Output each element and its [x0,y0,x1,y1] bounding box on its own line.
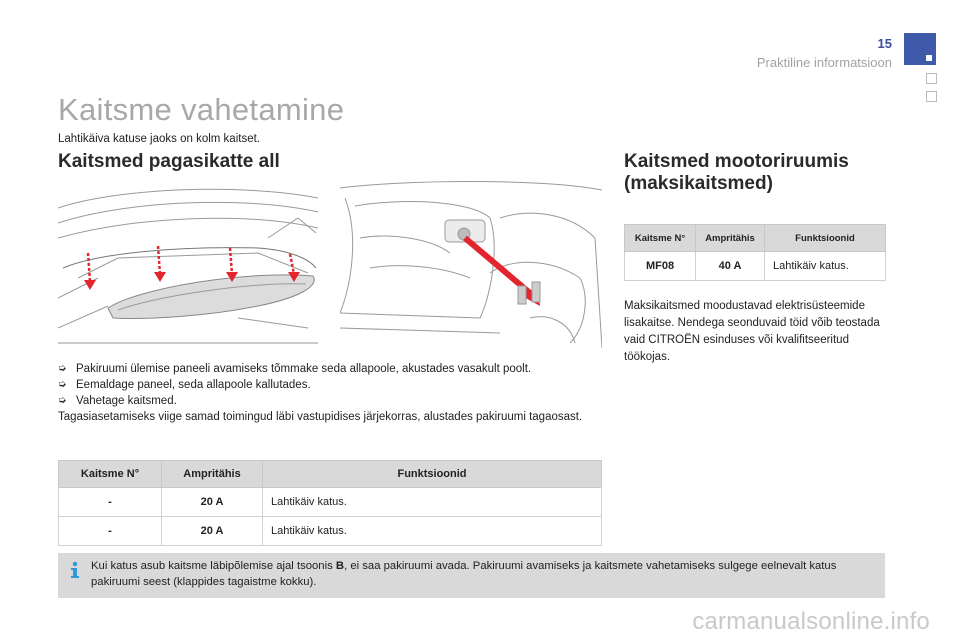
tab-marker-icon [926,55,932,61]
section-heading-left: Kaitsmed pagasikatte all [58,151,280,172]
table-row: - 20 A Lahtikäiv katus. [59,517,602,546]
arrow-bullet-icon: ➭ [58,363,67,374]
section-title: Praktiline informatsioon [756,55,892,70]
watermark: carmanualsonline.info [692,608,930,635]
step-item: ➭ Vahetage kaitsmed. [58,395,177,407]
trunk-illustration [58,178,318,350]
intro-text: Lahtikäiva katuse jaoks on kolm kaitset. [58,133,260,145]
col-header-functions: Funktsioonid [263,461,602,488]
arrow-bullet-icon: ➭ [58,379,67,390]
table-row: - 20 A Lahtikäiv katus. [59,488,602,517]
step-item: ➭ Pakiruumi ülemise paneeli avamiseks tõmmake seda allapoole, akustades vasakult poolt. [58,363,532,375]
maxi-fuse-description: Maksikaitsmed moodustavad elektrisüsteemide lisakaitse. Nendega seonduvaid töid võib teostada vaid CITROËN esinduses või kvalifitseeritud töökojas. [624,300,880,363]
page-title: Kaitsme vahetamine [58,92,345,127]
info-text: Kui katus asub kaitsme läbipõlemise ajal tsoonis B, ei saa pakiruumi avada. Pakiruumi avamiseks ja kaitsmete vahetamiseks sulgege eelnevalt katus pakiruumi seest (klappides tagaistme kokku). [91,560,837,588]
section-heading-right: Kaitsmed mootoriruumis (maksikaitsmed) [624,151,849,194]
arrow-bullet-icon: ➭ [58,395,67,406]
col-header-fuse-number: Kaitsme N° [625,225,696,252]
info-icon [67,561,83,579]
col-header-amperage: Ampritähis [696,225,765,252]
engine-illustration [340,178,602,350]
col-header-functions: Funktsioonid [765,225,886,252]
step-item: ➭ Eemaldage paneel, seda allapoole kallutades. [58,379,311,391]
fuse-table-trunk [58,460,602,546]
instruction-list [58,361,618,425]
reassembly-note: Tagasiasetamiseks viige samad toimingud läbi vastupidises järjekorras, alustades pakiruumi tagaosast. [58,411,583,423]
col-header-fuse-number: Kaitsme N° [59,461,162,488]
chapter-tab[interactable] [926,73,937,84]
fuse-table-engine [624,224,886,281]
col-header-amperage: Ampritähis [162,461,263,488]
table-row: MF08 40 A Lahtikäiv katus. [625,252,886,281]
chapter-tab-active[interactable] [904,33,936,65]
page-number: 15 [877,36,892,51]
chapter-tab[interactable] [926,91,937,102]
